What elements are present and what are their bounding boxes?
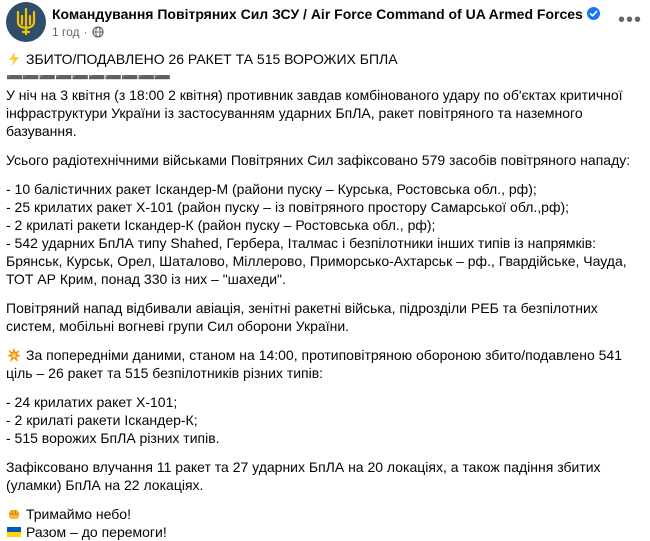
list-item: - 25 крилатих ракет Х-101 (район пуску – із повітряного простору Самарської обл.,рф); <box>6 199 570 215</box>
list-item: - 24 крилатих ракет Х-101; <box>6 394 178 410</box>
closing-line-1 <box>6 505 642 523</box>
ukraine-flag-emoji-icon <box>6 524 22 540</box>
paragraph-intro: У ніч на 3 квітня (з 18:00 2 квітня) противник завдав комбінованого удару по об'єктах критичної інфраструктури України із застосуванням ударних БпЛА, ракет повітряного та наземного базування. <box>6 87 623 139</box>
closing-text-1: Тримаймо небо! <box>26 506 131 522</box>
headline-line <box>6 50 642 68</box>
verified-badge-icon <box>587 7 600 20</box>
headline: ЗБИТО/ПОДАВЛЕНО 26 РАКЕТ ТА 515 ВОРОЖИХ БПЛА <box>26 51 398 67</box>
page-name-link[interactable] <box>52 6 600 22</box>
meta-separator: · <box>83 25 88 39</box>
list-item: - 2 крилаті ракети Іскандер-К; <box>6 412 198 428</box>
paragraph-results <box>6 346 642 382</box>
paragraph-summary: Усього радіотехнічними військами Повітряних Сил зафіксовано 579 засобів повітряного нападу: <box>6 152 631 168</box>
more-options-icon: ••• <box>617 9 642 31</box>
post-timestamp[interactable]: 1 год <box>52 25 80 39</box>
lightning-emoji-icon <box>6 51 22 67</box>
trident-emblem-icon <box>14 8 38 36</box>
list-item: - 2 крилаті ракети Іскандер-К (район пуску – Ростовська обл., рф); <box>6 217 436 233</box>
post-text <box>6 50 642 541</box>
closing-text-2: Разом – до перемоги! <box>26 524 167 540</box>
list-item: - 542 ударних БпЛА типу Shahed, Гербера, Італмас і безпілотники інших типів із напрямків: Брянськ, Курськ, Орел, Шаталово, Міллерово, Приморсько-Ахтарськ – рф., Гвардійське, Чауда, ТОТ АР Крим, понад 330 із них – "шахеди". <box>6 235 627 287</box>
post-header <box>6 2 644 42</box>
page-name-text[interactable]: Командування Повітряних Сил ЗСУ / Air Force Command of UA Armed Forces <box>52 6 583 22</box>
paragraph-impacts: Зафіксовано влучання 11 ракет та 27 ударних БпЛА на 20 локаціях, а також падіння збитих (уламки) БпЛА на 22 локаціях. <box>6 459 601 493</box>
paragraph-defense: Повітряний напад відбивали авіація, зенітні ракетні війська, підрозділи РЕБ та безпілотних систем, мобільні вогневі групи Сил оборони України. <box>6 300 598 334</box>
page-avatar[interactable] <box>6 2 46 42</box>
more-options-button[interactable] <box>616 6 644 34</box>
divider: ➖➖➖➖➖➖➖➖➖➖ <box>6 69 171 85</box>
globe-icon[interactable] <box>92 26 104 38</box>
results-text: За попередніми даними, станом на 14:00, протиповітряною обороною збито/подавлено 541 ціль – 26 ракет та 515 безпілотників різних типів: <box>6 347 622 381</box>
list-item: - 515 ворожих БпЛА різних типів. <box>6 430 220 446</box>
explosion-emoji-icon <box>6 347 22 363</box>
post-meta <box>52 25 104 39</box>
raised-fist-emoji-icon <box>6 506 22 522</box>
list-item: - 10 балістичних ракет Іскандер-М (райони пуску – Курська, Ростовська обл., рф); <box>6 181 537 197</box>
closing-line-2 <box>6 523 642 541</box>
